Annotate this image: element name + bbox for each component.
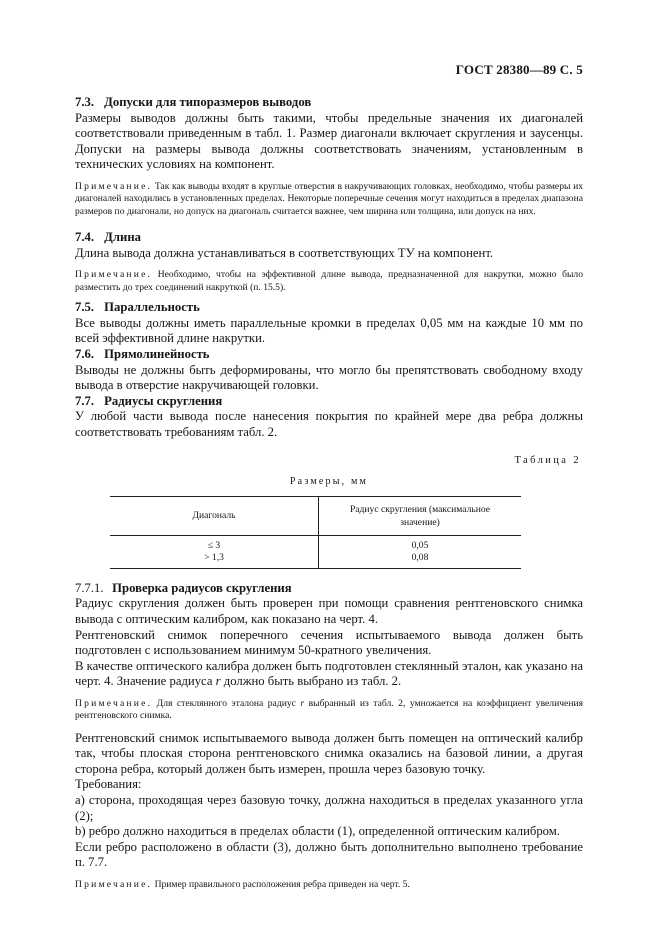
column-header-diagonal: Диагональ <box>192 510 236 522</box>
section-7-6-heading <box>75 347 583 363</box>
column-header-radius-line2: значение) <box>400 516 440 528</box>
section-number: 7.6. <box>75 346 95 361</box>
section-7-3-note <box>75 181 583 218</box>
section-7-4-note <box>75 269 583 294</box>
radius-symbol: r <box>300 697 305 709</box>
cell-diagonal: ≤ 3 <box>207 539 221 551</box>
section-title: Параллельность <box>104 300 200 315</box>
cell-diagonal: > 1,3 <box>204 552 224 564</box>
section-7-4-heading <box>75 230 583 246</box>
section-7-6-text: Выводы не должны быть деформированы, что могло бы препятствовать свободному входу вывода в отверстие накручивающей головки. <box>75 362 583 393</box>
requirements-label: Требования: <box>75 777 142 792</box>
section-number: 7.3. <box>75 95 95 109</box>
section-7-3-heading <box>75 95 583 111</box>
cell-radius: 0,08 <box>319 552 522 568</box>
section-number: 7.7. <box>75 393 95 408</box>
section-title: Прямолинейность <box>104 346 210 361</box>
column-header-radius-line1: Радиус скругления (максимальное <box>349 503 491 515</box>
column-header-radius <box>319 496 522 535</box>
section-7-7-1-text-2: Рентгеновский снимок поперечного сечения испытываемого вывода должен быть подготовлен с использованием минимум 50-кратного увеличения. <box>75 627 583 658</box>
section-title: Допуски для типоразмеров выводов <box>104 95 312 109</box>
cell-radius: 0,05 <box>319 535 522 552</box>
section-number: 7.5. <box>75 300 95 315</box>
table-row <box>110 535 521 552</box>
text-part: В качестве оптического калибра должен быть подготовлен стеклянный эталон, как указано на черт. 4. Значение радиуса <box>75 658 583 689</box>
note-text: Для стеклянного эталона радиус <box>156 697 301 709</box>
section-7-3-text: Размеры выводов должны быть такими, чтобы предельные значения их диагоналей соответствовали приведенным в табл. 1. Размер диагонали включает скругления и заусенцы. Допуски на размеры вывода должны соответствовать значениям, установленным в технических условиях на компонент. <box>75 110 583 172</box>
note-label: Примечание. <box>75 269 153 281</box>
section-7-7-1-text-4: Рентгеновский снимок испытываемого вывода должен быть помещен на оптический калибр так, чтобы плоская сторона рентгеновского снимка оказались на базовой линии, а другая сторона ребра, который должен быть измерен, прошла через базовую точку. <box>75 730 583 776</box>
section-7-7-1-note-2 <box>75 879 583 891</box>
note-label: Примечание. <box>75 879 153 891</box>
radius-symbol: r <box>215 674 221 689</box>
note-label: Примечание. <box>75 697 153 709</box>
section-number: 7.4. <box>75 230 95 245</box>
section-7-7-1-note <box>75 698 583 723</box>
note-label: Примечание. <box>75 180 153 192</box>
section-7-7-1-text-1: Радиус скругления должен быть проверен при помощи сравнения рентгеновского снимка вывода с оптическим калибром, как показано на черт. 4. <box>75 596 583 626</box>
table-row <box>110 552 521 568</box>
table-caption: Таблица 2 <box>514 454 581 466</box>
section-number: 7.7.1. <box>75 580 104 595</box>
section-7-7-1-text-6: Если ребро расположено в области (3), должно быть дополнительно выполнено требование п. 7.7. <box>75 839 583 870</box>
requirement-a: а) сторона, проходящая через базовую точку, должна находиться в пределах указанного угла (2); <box>75 793 583 823</box>
section-7-4-text: Длина вывода должна устанавливаться в соответствующих ТУ на компонент. <box>75 245 494 260</box>
note-text: Так как выводы входят в круглые отверстия в накручивающих головках, необходимо, чтобы размеры их диагоналей находились в установленных пределах. Некоторые поперечные сечения могут находиться в пределах диапазона размеров по диагонали, но допуск на диагональ считается важнее, чем ширина или толщина, или допуск на них. <box>75 180 583 217</box>
section-7-7-text: У любой части вывода после нанесения покрытия по крайней мере два ребра должны соответствовать требованиям табл. 2. <box>75 409 583 439</box>
note-text: выбранный из табл. 2, умножается на коэффициент увеличения рентгеновского снимка. <box>75 697 583 722</box>
page-content <box>75 95 583 891</box>
text-part: должно быть выбрано из табл. 2. <box>220 674 402 689</box>
table-2 <box>110 496 521 569</box>
section-title: Проверка радиусов скругления <box>112 580 292 595</box>
section-7-5-text: Все выводы должны иметь параллельные кромки в пределах 0,05 мм на каждые 10 мм по всей эффективной длине накрутки. <box>75 315 583 346</box>
section-7-7-heading <box>75 394 583 410</box>
section-7-7-1-heading <box>75 581 583 597</box>
note-text: Необходимо, чтобы на эффективной длине вывода, предназначенной для накрутки, можно было разместить до трех соединений накруткой (п. 15.5). <box>75 269 583 293</box>
section-7-5-heading <box>75 300 583 316</box>
page-header: ГОСТ 28380—89 С. 5 <box>455 62 583 77</box>
section-title: Радиусы скругления <box>104 393 223 408</box>
requirement-b: b) ребро должно находиться в пределах области (1), определенной оптическим калибром. <box>75 824 560 839</box>
table-units: Размеры, мм <box>289 476 369 488</box>
section-title: Длина <box>104 230 141 245</box>
section-7-7-1-text-3 <box>75 659 583 690</box>
note-text: Пример правильного расположения ребра приведен на черт. 5. <box>154 879 410 891</box>
